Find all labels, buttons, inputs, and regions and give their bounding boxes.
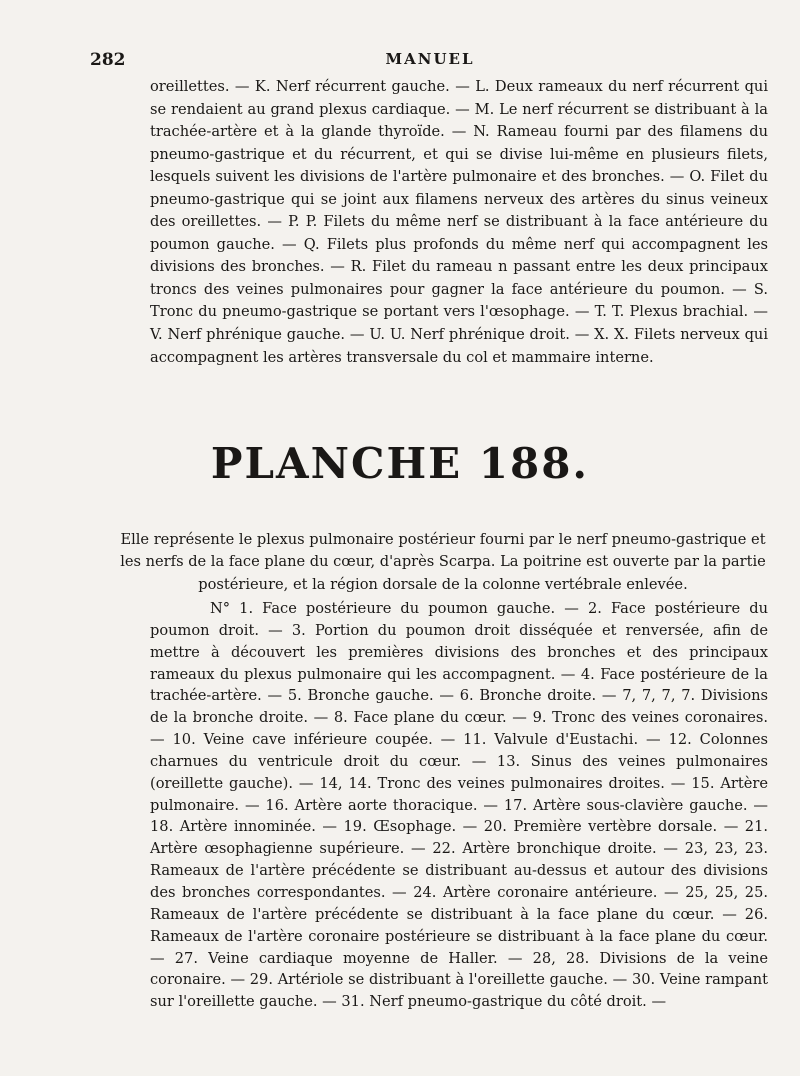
plate-legend (150, 598, 768, 1013)
plate-description (118, 529, 768, 596)
continued-legend-text (150, 76, 768, 369)
plate-title: PLANCHE 188. (210, 439, 590, 488)
plate-legend-paragraph: N° 1. Face postérieure du poumon gauche. — 2. Face postérieure du poumon droit. — 3. Portion du poumon droit disséquée et renversée, afin de mettre à découvert les premières divisions des bronches et des principaux rameaux du plexus pulmonaire qui les accompagnent. — 4. Face postérieure de la trachée-artère. — 5. Bronche gauche. — 6. Bronche droite. — 7, 7, 7, 7. Divisions de la bronche droite. — 8. Face plane du cœur. — 9. Tronc des veines coronaires. — 10. Veine cave inférieure coupée. — 11. Valvule d'Eustachi. — 12. Colonnes charnues du ventricule droit du cœur. — 13. Sinus des veines pulmonaires (oreillette gauche). — 14, 14. Tronc des veines pulmonaires droites. — 15. Artère pulmonaire. — 16. Artère aorte thoracique. — 17. Artère sous-clavière gauche. — 18. Artère innominée. — 19. Œsophage. — 20. Première vertèbre dorsale. — 21. Artère œsophagienne supérieure. — 22. Artère bronchique droite. — 23, 23, 23. Rameaux de l'artère précédente se distribuant au-dessus et autour des divisions des bronches correspondantes. — 24. Artère coronaire antérieure. — 25, 25, 25. Rameaux de l'artère précédente se distribuant à la face plane du cœur. — 26. Rameaux de l'artère coronaire postérieure se distribuant à la face plane du cœur. — 27. Veine cardiaque moyenne de Haller. — 28, 28. Divisions de la veine coronaire. — 29. Artériole se distribuant à l'oreillette gauche. — 30. Veine rampant sur l'oreillette gauche. — 31. Nerf pneumo-gastrique du côté droit. — (150, 600, 768, 1011)
continued-legend-paragraph: oreillettes. — K. Nerf récurrent gauche. — L. Deux rameaux du nerf récurrent qui se rendaient au grand plexus cardiaque. — M. Le nerf récurrent se distribuant à la trachée-artère et à la glande thyroïde. — N. Rameau fourni par des filamens du pneumo-gastrique et du récurrent, et qui se divise lui-même en plusieurs filets, lesquels suivent les divisions de l'artère pulmonaire et des bronches. — O. Filet du pneumo-gastrique qui se joint aux filamens nerveux des artères du sinus veineux des oreillettes. — P. P. Filets du même nerf se distribuant à la face antérieure du poumon gauche. — Q. Filets plus profonds du même nerf qui accompagnent les divisions des bronches. — R. Filet du rameau n passant entre les deux principaux troncs des veines pulmonaires pour gagner la face antérieure du poumon. — S. Tronc du pneumo-gastrique se portant vers l'œsophage. — T. T. Plexus brachial. — V. Nerf phrénique gauche. — U. U. Nerf phrénique droit. — X. X. Filets nerveux qui accompagnent les artères transversale du col et mammaire interne. (150, 78, 768, 366)
page-header (90, 50, 770, 74)
running-title: MANUEL (385, 50, 475, 68)
plate-description-paragraph: Elle représente le plexus pulmonaire postérieur fourni par le nerf pneumo-gastrique et les nerfs de la face plane du cœur, d'après Scarpa. La poitrine est ouverte par la partie postérieure, et la région dorsale de la colonne vertébrale enlevée. (120, 531, 766, 593)
page-number: 282 (90, 50, 126, 70)
